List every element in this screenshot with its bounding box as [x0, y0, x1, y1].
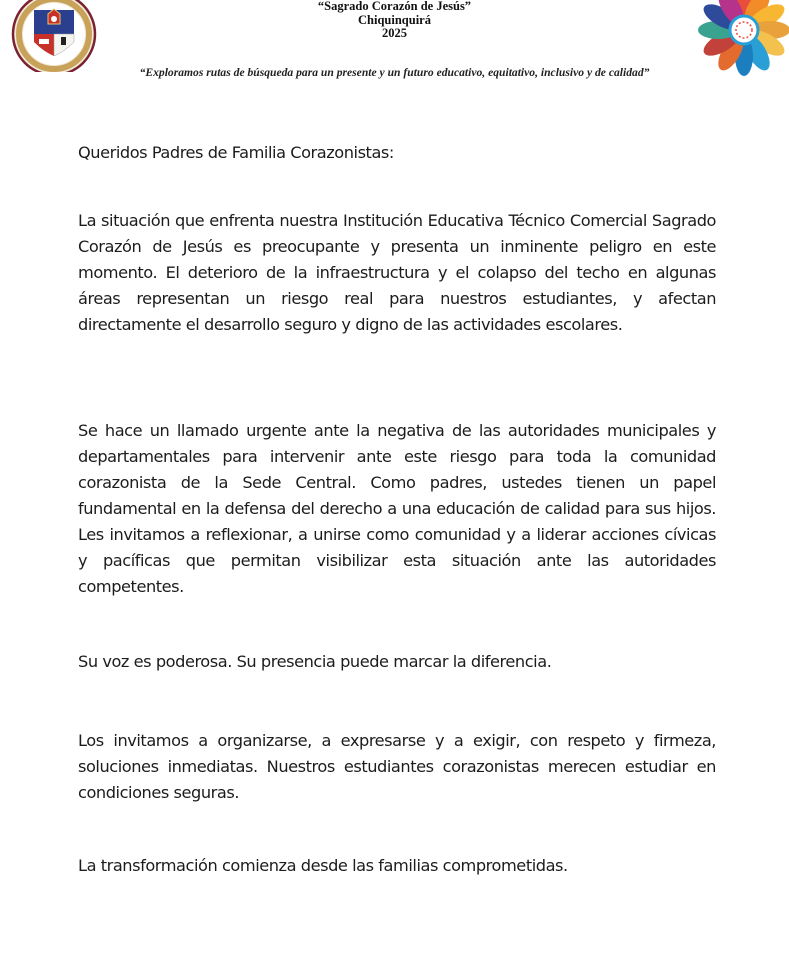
school-city: Chiquinquirá	[358, 12, 431, 27]
letter-paragraph: Se hace un llamado urgente ante la negativa de las autoridades municipales y departamentales para intervenir ante este riesgo para toda la comunidad corazonista de la Sede Central. Como padres, ustedes tienen un papel fundamental en la defensa del derecho a una educación de calidad para sus hijos. Les invitamos a reflexionar, a unirse como comunidad y a liderar acciones cívicas y pacíficas que permitan visibilizar esta situación ante las autoridades competentes.	[78, 421, 716, 596]
letterhead	[0, 0, 789, 100]
school-name: “Sagrado Corazón de Jesús”	[317, 0, 472, 13]
school-year: 2025	[382, 26, 407, 40]
letter-paragraph: Su voz es poderosa. Su presencia puede marcar la diferencia.	[78, 652, 552, 671]
school-name-block	[0, 0, 789, 41]
letter-paragraph: Los invitamos a organizarse, a expresarse y a exigir, con respeto y firmeza, soluciones inmediatas. Nuestros estudiantes corazonistas merecen estudiar en condiciones seguras.	[78, 731, 716, 802]
letter-paragraph: La situación que enfrenta nuestra Institución Educativa Técnico Comercial Sagrado Corazón de Jesús es preocupante y presenta un inminente peligro en este momento. El deterioro de la infraestructura y el colapso del techo en algunas áreas representan un riesgo real para nuestros estudiantes, y afectan directamente el desarrollo seguro y digno de las actividades escolares.	[78, 211, 716, 334]
letter-greeting: Queridos Padres de Familia Corazonistas:	[78, 143, 394, 162]
school-motto: “Exploramos rutas de búsqueda para un presente y un futuro educativo, equitativo, inclusivo y de calidad”	[139, 66, 650, 79]
letter-closing: La transformación comienza desde las familias comprometidas.	[78, 856, 568, 875]
hands-circle-logo-icon	[694, 0, 789, 76]
